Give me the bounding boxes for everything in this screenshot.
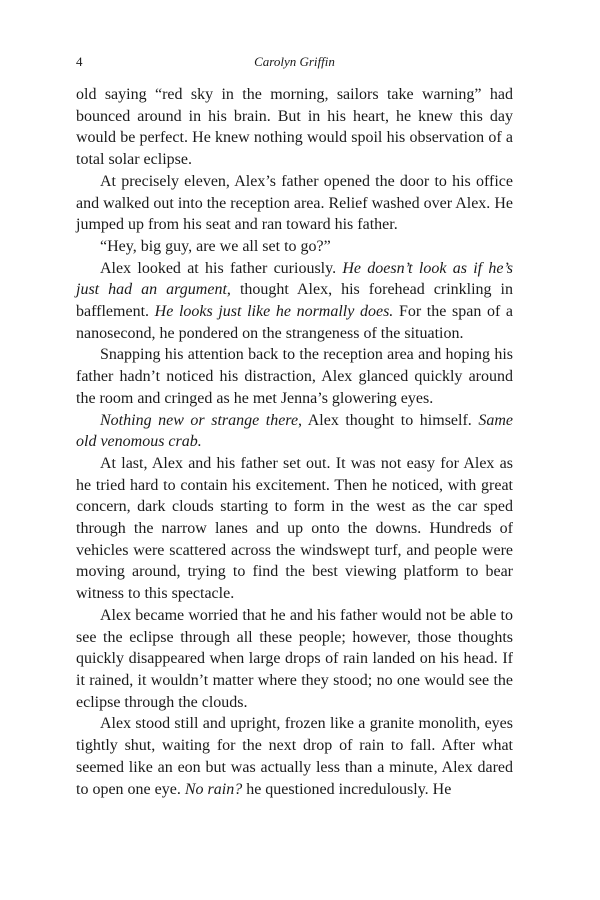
paragraph — [76, 84, 513, 171]
text-run: , thought Alex, his forehead crinkling in bafflement. — [76, 281, 513, 321]
text-run: At precisely eleven, Alex’s father opened the door to his office and walked out into the reception area. Relief washed over Alex. He jumped up from his seat and ran toward his father. — [76, 172, 513, 234]
text-run: , Alex thought to himself. — [298, 411, 479, 429]
page-number: 4 — [76, 54, 83, 69]
paragraph — [76, 453, 513, 605]
text-run: Alex looked at his father curiously. — [100, 259, 343, 277]
running-head-author: Carolyn Griffin — [254, 54, 335, 69]
paragraph — [76, 605, 513, 714]
text-run: Snapping his attention back to the reception area and hoping his father hadn’t noticed his distraction, Alex glanced quickly around the room and cringed as he met Jenna’s glowering eyes. — [76, 346, 513, 407]
paragraph — [76, 258, 513, 345]
paragraph — [76, 410, 513, 453]
paragraph — [76, 171, 513, 236]
text-run: Alex became worried that he and his father would not be able to see the eclipse through all these people; however, those thoughts quickly disappeared when large drops of rain landed on his head. If it rained, it wouldn’t matter where they stood; no one would see the eclipse through the clouds. — [76, 606, 513, 711]
text-run: he questioned incredulously. He — [242, 780, 452, 798]
paragraph — [76, 236, 513, 258]
text-run: “Hey, big guy, are we all set to go?” — [100, 237, 331, 255]
paragraph — [76, 713, 513, 800]
italic-text: He doesn’t look as if he’s just had an argument — [76, 259, 513, 299]
italic-text: He looks just like he normally does. — [154, 303, 394, 321]
paragraph — [76, 344, 513, 409]
text-run: old saying “red sky in the morning, sailors take warning” had bounced around in his brain. But in his heart, he knew this day would be perfect. He knew nothing would spoil his observation of a total solar eclipse. — [76, 86, 513, 169]
italic-text: Same old venomous crab. — [76, 411, 514, 451]
text-run: Alex stood still and upright, frozen like a granite monolith, eyes tightly shut, waiting for the next drop of rain to fall. After what seemed like an eon but was actually less than a minute, Alex dared to open one eye. — [76, 715, 513, 798]
text-run: At last, Alex and his father set out. It was not easy for Alex as he tried hard to contain his excitement. Then he noticed, with great concern, dark clouds starting to form in the west as the car sped through the narrow lanes and up onto the downs. Hundreds of vehicles were scattered across the windswept turf, and people were moving around, trying to find the best viewing platform to bear witness to this spectacle. — [76, 454, 513, 603]
body-text — [76, 84, 513, 800]
page-header — [76, 54, 513, 74]
italic-text: Nothing new or strange there — [100, 411, 299, 429]
text-run: For the span of a nanosecond, he pondered on the strangeness of the situation. — [76, 303, 514, 342]
italic-text: No rain? — [184, 780, 243, 798]
